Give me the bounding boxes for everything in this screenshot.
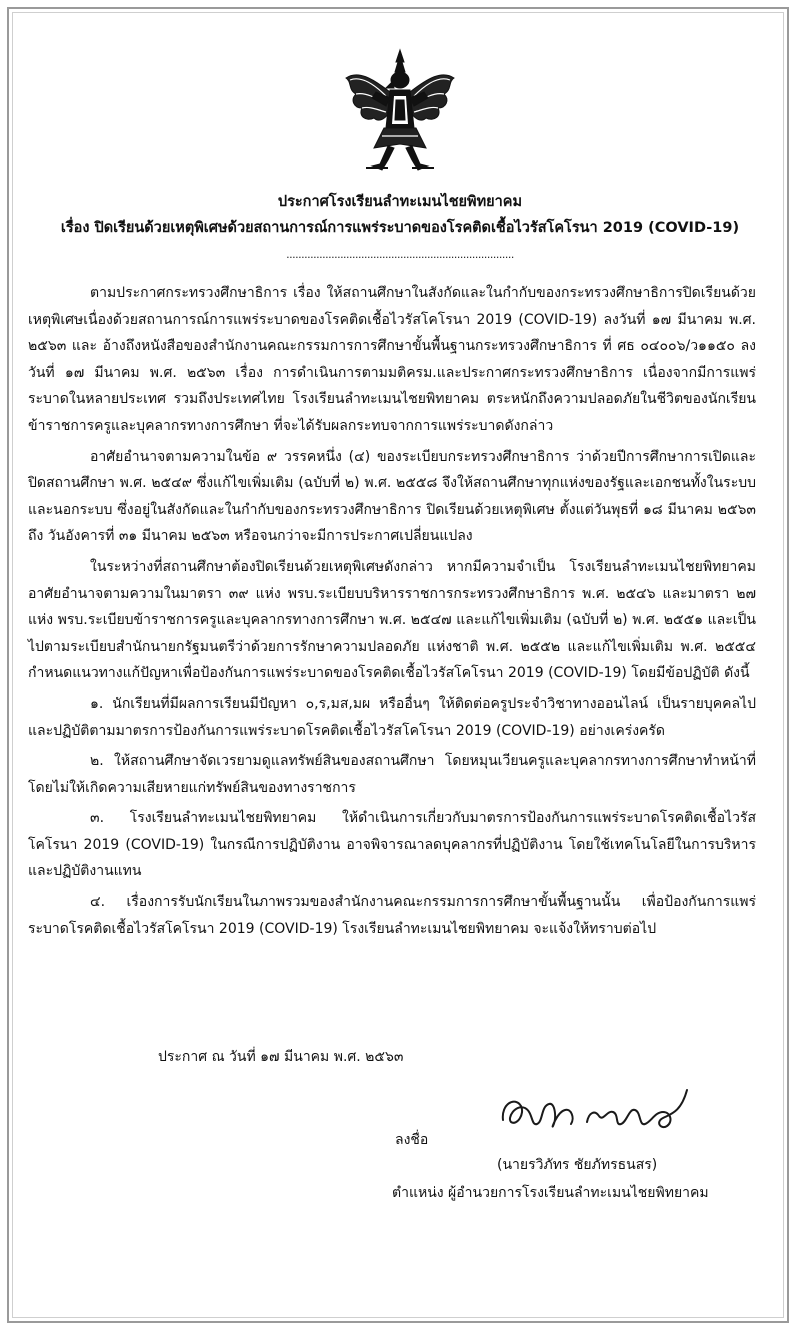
garuda-emblem-icon bbox=[342, 48, 458, 176]
sign-label: ลงชื่อ bbox=[395, 1132, 429, 1148]
list-item: ๓. โรงเรียนลำทะเมนไชยพิทยาคม ให้ดำเนินการเกี่ยวกับมาตรการป้องกันการแพร่ระบาดโรคติดเชื้อไวรัสโคโรนา 2019 (COVID-19) ในกรณีการปฏิบัติงาน อาจพิจารณาลดบุคลากรที่ปฏิบัติงาน โดยใช้เทคโนโลยีในการบริหารและปฏิบัติงานแทน bbox=[28, 810, 756, 880]
list-item: ๔. เรื่องการรับนักเรียนในภาพรวมของสำนักงานคณะกรรมการการศึกษาขั้นพื้นฐานนั้น เพื่อป้องกันการแพร่ระบาดโรคติดเชื้อไวรัสโคโรนา 2019 (COVID-19) โรงเรียนลำทะเมนไชยพิทยาคม จะแจ้งให้ทราบต่อไป bbox=[28, 894, 756, 937]
separator-dots: ............................................................................ bbox=[286, 248, 514, 261]
announcement-title: ประกาศโรงเรียนลำทะเมนไชยพิทยาคม bbox=[277, 194, 523, 210]
body-paragraph: ในระหว่างที่สถานศึกษาต้องปิดเรียนด้วยเหตุพิเศษดังกล่าว หากมีความจำเป็น โรงเรียนลำทะเมนไชยพิทยาคม อาศัยอำนาจตามความในมาตรา ๓๙ แห่ง พรบ.ระเบียบบริหารราชการกระทรวงศึกษาธิการ พ.ศ. ๒๕๔๖ และมาตรา ๒๗ แห่ง พรบ.ระเบียบข้าราชการครูและบุคลากรทางการศึกษา พ.ศ. ๒๕๔๗ และแก้ไขเพิ่มเติม (ฉบับที่ ๒) พ.ศ. ๒๕๕๑ และเป็นไปตามระเบียบสำนักนายกรัฐมนตรีว่าด้วยการรักษาความปลอดภัย แห่งชาติ พ.ศ. ๒๕๕๒ และแก้ไขเพิ่มเติม พ.ศ. ๒๕๕๔ กำหนดแนวทางแก้ปัญหาเพื่อป้องกันการแพร่ระบาดของโรคติดเชื้อไวรัสโคโรนา 2019 (COVID-19) โดยมีข้อปฏิบัติ ดังนี้ bbox=[28, 558, 756, 682]
body-paragraph: ตามประกาศกระทรวงศึกษาธิการ เรื่อง ให้สถานศึกษาในสังกัดและในกำกับของกระทรวงศึกษาธิการปิดเรียนด้วยเหตุพิเศษเนื่องด้วยสถานการณ์การแพร่ระบาดของโรคติดเชื้อไวรัสโคโรนา 2019 (COVID-19) ลงวันที่ ๑๗ มีนาคม พ.ศ. ๒๕๖๓ และ อ้างถึงหนังสือของสำนักงานคณะกรรมการการศึกษาขั้นพื้นฐานกระทรวงศึกษาธิการ ที่ ศธ ๐๔๐๐๖/ว๑๑๕๐ ลงวันที่ ๑๗ มีนาคม พ.ศ. ๒๕๖๓ เรื่อง การดำเนินการตามมติครม.และประกาศกระทรวงศึกษาธิการ เนื่องจากมีการแพร่ระบาดในหลายประเทศ รวมถึงประเทศไทย โรงเรียนลำทะเมนไชยพิทยาคม ตระหนักถึงความปลอดภัยในชีวิตของนักเรียน ข้าราชการครูและบุคลากรทางการศึกษา ที่จะได้รับผลกระทบจากการแพร่ระบาดดังกล่าว bbox=[28, 285, 756, 434]
announcement-subject: เรื่อง ปิดเรียนด้วยเหตุพิเศษด้วยสถานการณ์การแพร่ระบาดของโรคติดเชื้อไวรัสโคโรนา 2019 (COVID-19) bbox=[60, 220, 740, 236]
list-item: ๒. ให้สถานศึกษาจัดเวรยามดูแลทรัพย์สินของสถานศึกษา โดยหมุนเวียนครูและบุคลากรทางการศึกษาทำหน้าที่โดยไม่ให้เกิดความเสียหายแก่ทรัพย์สินของทางราชการ bbox=[28, 753, 756, 796]
announcement-body bbox=[28, 280, 756, 946]
body-paragraph: อาศัยอำนาจตามความในข้อ ๙ วรรคหนึ่ง (๔) ของระเบียบกระทรวงศึกษาธิการ ว่าด้วยปีการศึกษาการเปิดและปิดสถานศึกษา พ.ศ. ๒๕๔๙ ซึ่งแก้ไขเพิ่มเติม (ฉบับที่ ๒) พ.ศ. ๒๕๕๘ จึงให้สถานศึกษาทุกแห่งของรัฐและเอกชนทั้งในระบบและนอกระบบ ซึ่งอยู่ในสังกัดและในกำกับของกระทรวงศึกษาธิการ ปิดเรียนด้วยเหตุพิเศษ ตั้งแต่วันพุธที่ ๑๘ มีนาคม ๒๕๖๓ ถึง วันอังคารที่ ๓๑ มีนาคม ๒๕๖๓ หรือจนกว่าจะมีการประกาศเปลี่ยนแปลง bbox=[28, 448, 756, 545]
signer-name: (นายรวิภัทร ชัยภัทรธนสร) bbox=[497, 1157, 658, 1173]
signer-position: ตำแหน่ง ผู้อำนวยการโรงเรียนลำทะเมนไชยพิทยาคม bbox=[392, 1185, 709, 1201]
announcement-date: ประกาศ ณ วันที่ ๑๗ มีนาคม พ.ศ. ๒๕๖๓ bbox=[158, 1049, 404, 1065]
signature-image bbox=[495, 1082, 695, 1146]
list-item: ๑. นักเรียนที่มีผลการเรียนมีปัญหา ๐,ร,มส,มผ หรืออื่นๆ ให้ติดต่อครูประจำวิชาทางออนไลน์ เป็นรายบุคคลไป และปฏิบัติตามมาตรการป้องกันการแพร่ระบาดโรคติดเชื้อไวรัสโคโรนา 2019 (COVID-19) อย่างเคร่งครัด bbox=[28, 695, 756, 739]
